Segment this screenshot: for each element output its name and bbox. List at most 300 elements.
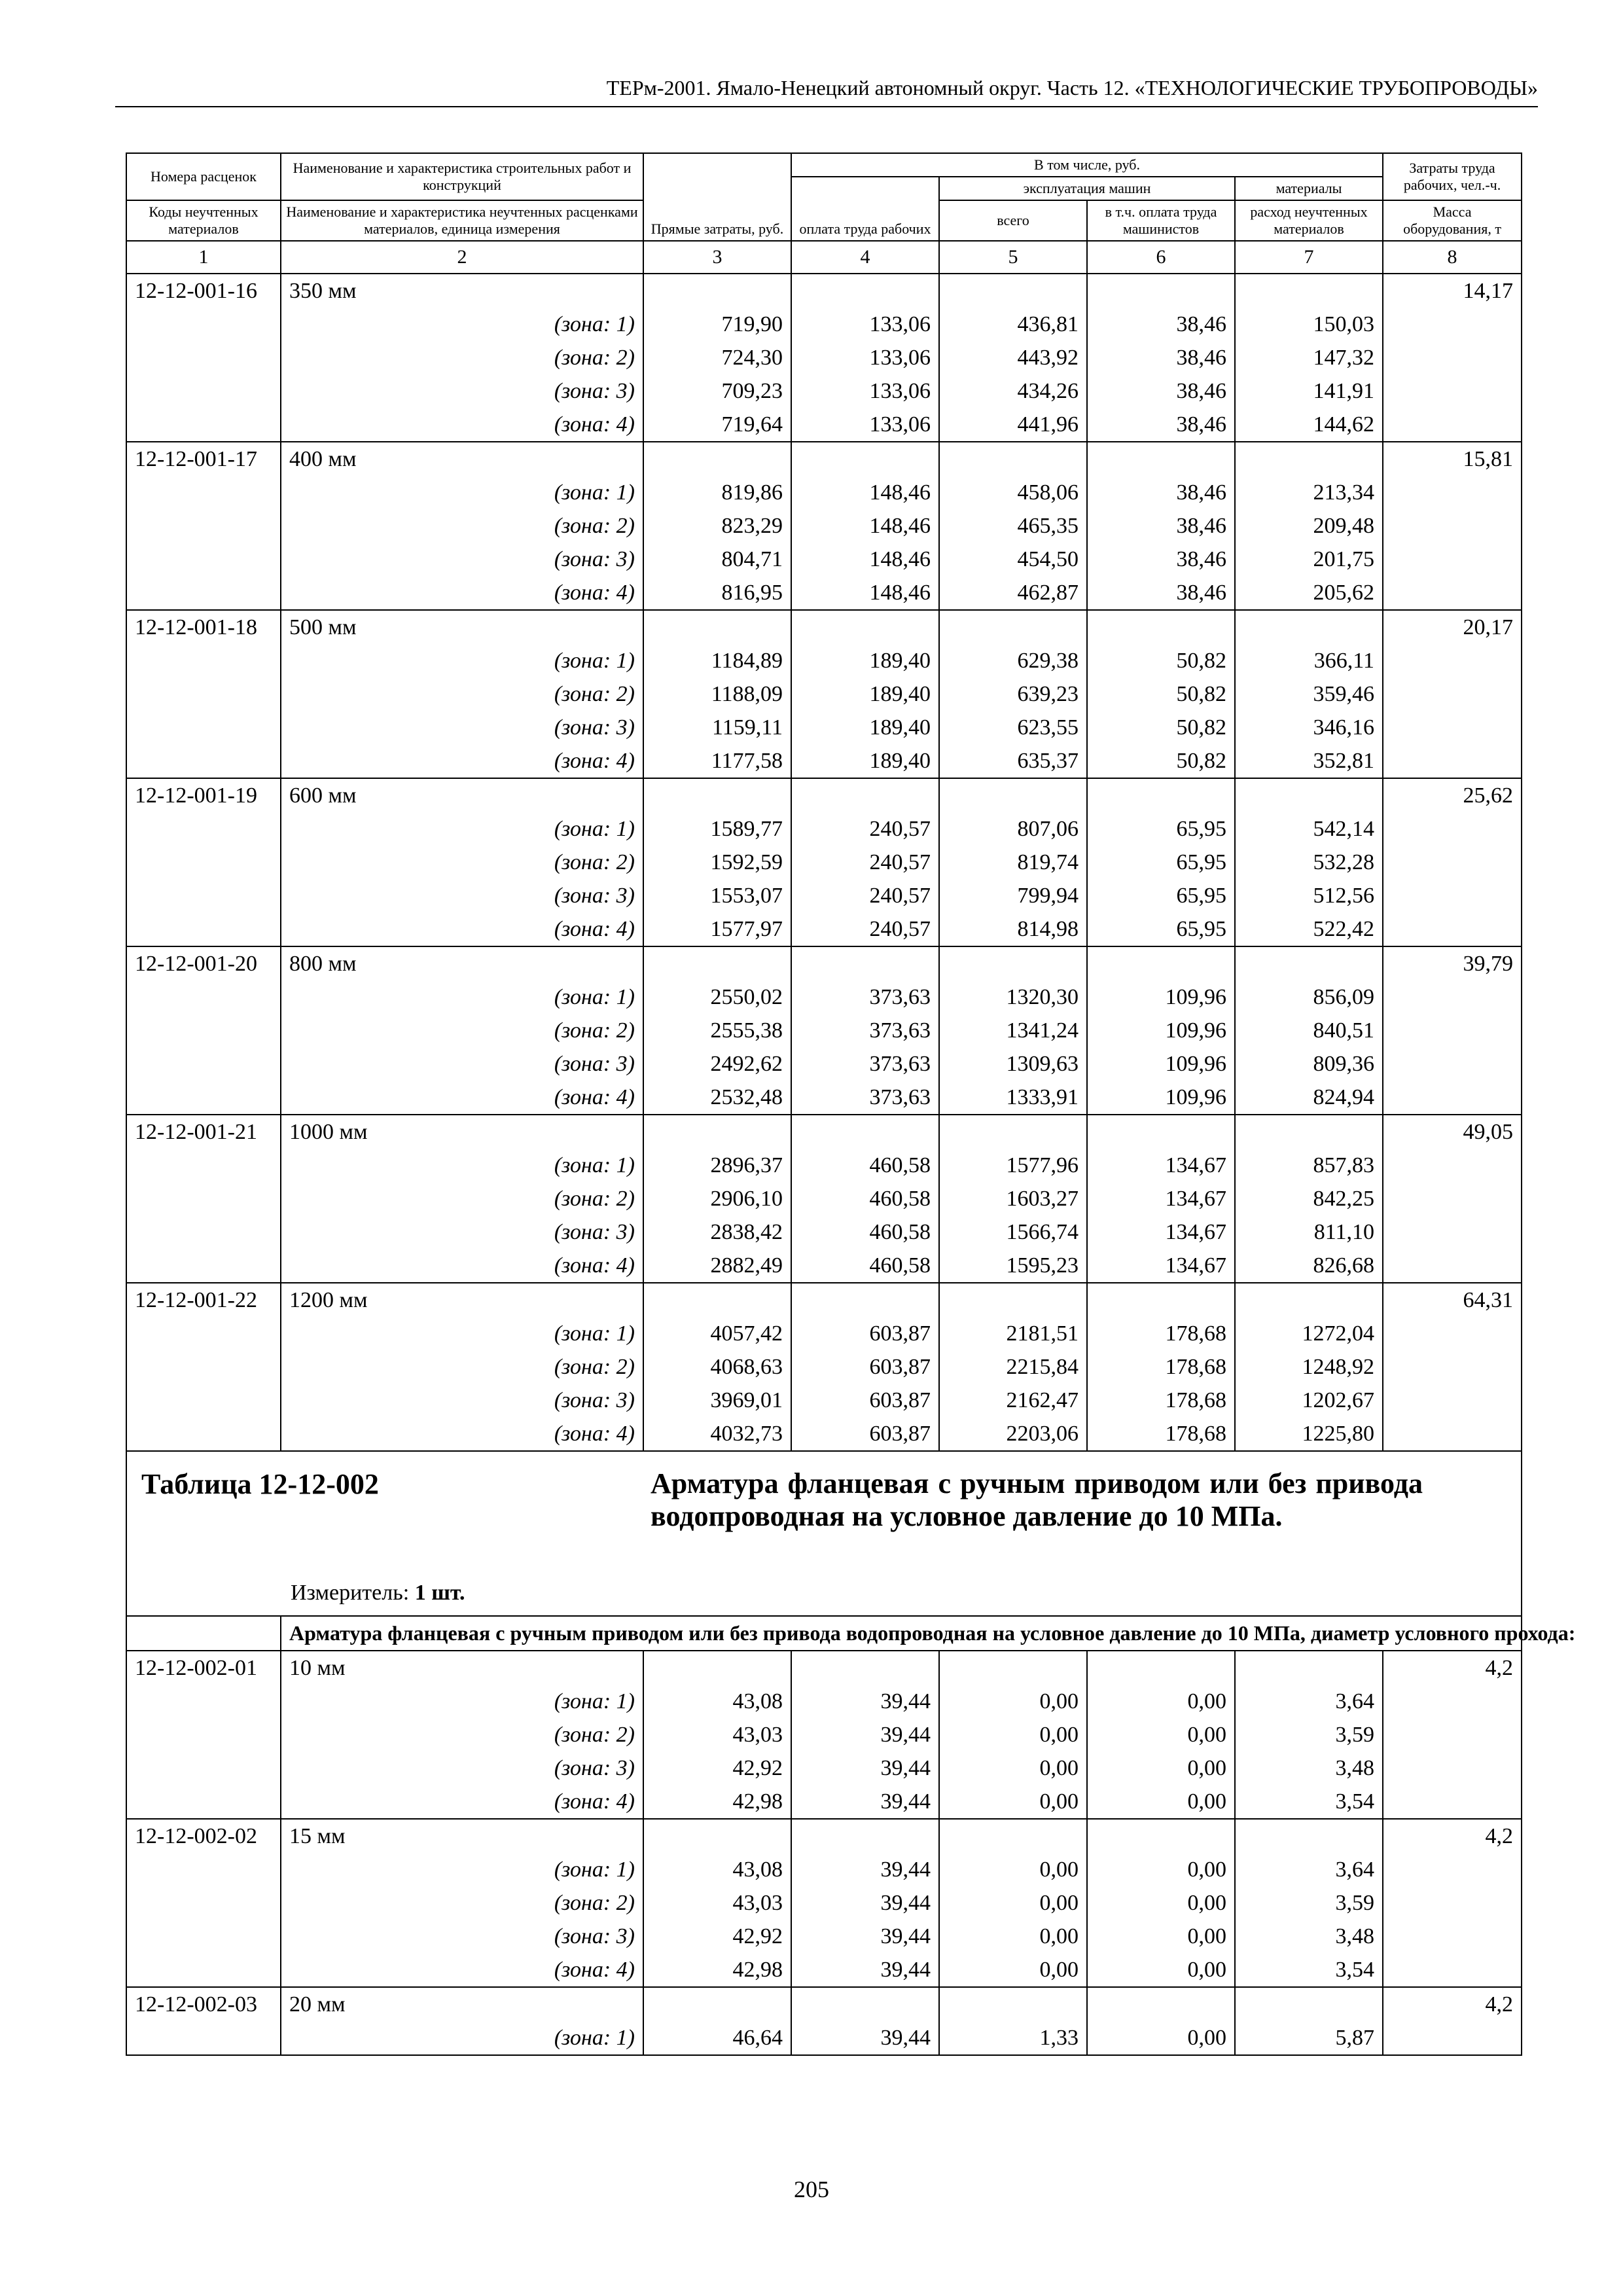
materials-cost: 352,81 [1235, 744, 1383, 778]
rate-code: 12-12-001-20 [126, 946, 281, 980]
empty-cell [126, 1182, 281, 1215]
rate-code: 12-12-001-16 [126, 274, 281, 308]
zone-label: (зона: 2) [281, 1182, 643, 1215]
empty-cell [1235, 1115, 1383, 1149]
zone-label: (зона: 1) [281, 1685, 643, 1718]
rate-name: 10 мм [281, 1651, 643, 1685]
labor-pay: 189,40 [791, 677, 939, 711]
column-number: 8 [1383, 241, 1522, 274]
materials-cost: 522,42 [1235, 912, 1383, 946]
materials-cost: 3,48 [1235, 1920, 1383, 1953]
materials-cost: 826,68 [1235, 1249, 1383, 1283]
machinist-pay: 38,46 [1087, 576, 1235, 610]
materials-cost: 532,28 [1235, 846, 1383, 879]
empty-cell [939, 1819, 1087, 1853]
zone-row [126, 476, 1522, 509]
zone-row [126, 1249, 1522, 1283]
empty-cell [1087, 1115, 1235, 1149]
machinist-pay: 65,95 [1087, 879, 1235, 912]
rate-name: 1000 мм [281, 1115, 643, 1149]
empty-cell [126, 1215, 281, 1249]
machinist-pay: 109,96 [1087, 1014, 1235, 1047]
zone-label: (зона: 2) [281, 1014, 643, 1047]
empty-cell [1235, 1987, 1383, 2021]
col-name-header: Наименование и характеристика строительных работ и конструкций [281, 153, 643, 200]
materials-cost: 1225,80 [1235, 1417, 1383, 1451]
empty-cell [1235, 610, 1383, 644]
zone-row [126, 677, 1522, 711]
zone-row [126, 374, 1522, 408]
empty-cell [1383, 1886, 1522, 1920]
machinist-pay: 109,96 [1087, 1047, 1235, 1081]
direct-cost: 42,92 [643, 1920, 791, 1953]
col-mat-usage-header: расход неучтенных материалов [1235, 200, 1383, 241]
empty-cell [643, 1115, 791, 1149]
materials-cost: 3,59 [1235, 1886, 1383, 1920]
section-unit [291, 1576, 465, 1609]
machine-total: 1333,91 [939, 1081, 1087, 1115]
zone-row [126, 980, 1522, 1014]
materials-cost: 209,48 [1235, 509, 1383, 543]
column-numbers-row [126, 241, 1522, 274]
empty-cell [1383, 1081, 1522, 1115]
zone-label: (зона: 3) [281, 1215, 643, 1249]
labor-pay: 373,63 [791, 1047, 939, 1081]
materials-cost: 857,83 [1235, 1149, 1383, 1182]
empty-cell [791, 274, 939, 308]
empty-cell [126, 408, 281, 442]
zone-label: (зона: 1) [281, 2021, 643, 2055]
materials-cost: 3,54 [1235, 1953, 1383, 1987]
empty-cell [1383, 576, 1522, 610]
empty-cell [126, 1384, 281, 1417]
machine-total: 0,00 [939, 1751, 1087, 1785]
machine-total: 0,00 [939, 1853, 1087, 1886]
empty-cell [1383, 2021, 1522, 2055]
materials-cost: 3,64 [1235, 1685, 1383, 1718]
rate-code: 12-12-001-17 [126, 442, 281, 476]
empty-cell [643, 946, 791, 980]
rates-table [126, 152, 1576, 2056]
col-mass-header: Масса оборудования, т [1383, 200, 1522, 241]
direct-cost: 1188,09 [643, 677, 791, 711]
machine-total: 1341,24 [939, 1014, 1087, 1047]
empty-cell [1235, 442, 1383, 476]
empty-cell [126, 341, 281, 374]
direct-cost: 804,71 [643, 543, 791, 576]
empty-cell [1383, 1785, 1522, 1819]
machine-total: 1309,63 [939, 1047, 1087, 1081]
labor-pay: 373,63 [791, 980, 939, 1014]
labor-pay: 39,44 [791, 1853, 939, 1886]
rate-code: 12-12-001-21 [126, 1115, 281, 1149]
labor-hours: 64,31 [1383, 1283, 1522, 1317]
direct-cost: 42,98 [643, 1953, 791, 1987]
machinist-pay: 0,00 [1087, 1718, 1235, 1751]
machine-total: 458,06 [939, 476, 1087, 509]
zone-label: (зона: 1) [281, 308, 643, 341]
empty-cell [126, 744, 281, 778]
rate-name: 20 мм [281, 1987, 643, 2021]
materials-cost: 840,51 [1235, 1014, 1383, 1047]
machine-total: 0,00 [939, 1718, 1087, 1751]
machine-total: 0,00 [939, 1685, 1087, 1718]
empty-cell [1383, 711, 1522, 744]
direct-cost: 1159,11 [643, 711, 791, 744]
direct-cost: 2532,48 [643, 1081, 791, 1115]
materials-cost: 3,54 [1235, 1785, 1383, 1819]
empty-cell [1383, 812, 1522, 846]
rate-row [126, 274, 1522, 308]
zone-label: (зона: 1) [281, 1853, 643, 1886]
empty-cell [126, 879, 281, 912]
empty-cell [1383, 1718, 1522, 1751]
zone-label: (зона: 2) [281, 1886, 643, 1920]
machine-total: 1577,96 [939, 1149, 1087, 1182]
zone-label: (зона: 3) [281, 543, 643, 576]
machinist-pay: 178,68 [1087, 1384, 1235, 1417]
empty-cell [126, 644, 281, 677]
empty-cell [1383, 879, 1522, 912]
machine-total: 0,00 [939, 1886, 1087, 1920]
zone-row [126, 1953, 1522, 1987]
empty-cell [126, 1047, 281, 1081]
empty-cell [126, 1886, 281, 1920]
unit-value: 1 шт. [414, 1581, 465, 1605]
labor-hours: 4,2 [1383, 1819, 1522, 1853]
machine-total: 807,06 [939, 812, 1087, 846]
rate-name: 500 мм [281, 610, 643, 644]
empty-cell [126, 308, 281, 341]
materials-cost: 811,10 [1235, 1215, 1383, 1249]
materials-cost: 856,09 [1235, 980, 1383, 1014]
empty-cell [1383, 1215, 1522, 1249]
col-labor-header: оплата труда рабочих [791, 177, 939, 241]
empty-cell [1383, 509, 1522, 543]
page-number: 205 [794, 2176, 829, 2202]
direct-cost: 823,29 [643, 509, 791, 543]
direct-cost: 46,64 [643, 2021, 791, 2055]
materials-cost: 809,36 [1235, 1047, 1383, 1081]
empty-cell [643, 1651, 791, 1685]
zone-label: (зона: 3) [281, 374, 643, 408]
zone-row [126, 1350, 1522, 1384]
machinist-pay: 50,82 [1087, 711, 1235, 744]
zone-label: (зона: 1) [281, 1317, 643, 1350]
zone-row [126, 509, 1522, 543]
machinist-pay: 0,00 [1087, 2021, 1235, 2055]
labor-pay: 460,58 [791, 1249, 939, 1283]
direct-cost: 42,98 [643, 1785, 791, 1819]
column-number: 4 [791, 241, 939, 274]
empty-cell [126, 1751, 281, 1785]
empty-cell [939, 778, 1087, 812]
empty-cell [126, 812, 281, 846]
zone-label: (зона: 4) [281, 408, 643, 442]
empty-cell [126, 1920, 281, 1953]
empty-cell [1383, 1249, 1522, 1283]
empty-cell [643, 274, 791, 308]
section-cell [126, 1451, 1522, 1616]
zone-row [126, 912, 1522, 946]
zone-label: (зона: 2) [281, 1350, 643, 1384]
zone-label: (зона: 4) [281, 1417, 643, 1451]
empty-cell [939, 274, 1087, 308]
empty-cell [1383, 1384, 1522, 1417]
machinist-pay: 65,95 [1087, 846, 1235, 879]
machine-total: 1595,23 [939, 1249, 1087, 1283]
zone-label: (зона: 3) [281, 1920, 643, 1953]
empty-cell [1383, 408, 1522, 442]
empty-cell [1383, 980, 1522, 1014]
empty-cell [1235, 1651, 1383, 1685]
empty-cell [791, 946, 939, 980]
machinist-pay: 0,00 [1087, 1920, 1235, 1953]
machine-total: 819,74 [939, 846, 1087, 879]
empty-cell [939, 1987, 1087, 2021]
direct-cost: 2838,42 [643, 1215, 791, 1249]
empty-cell [1383, 374, 1522, 408]
zone-row [126, 1384, 1522, 1417]
rate-row [126, 610, 1522, 644]
materials-cost: 3,48 [1235, 1751, 1383, 1785]
zone-row [126, 711, 1522, 744]
machinist-pay: 178,68 [1087, 1317, 1235, 1350]
empty-cell [791, 1115, 939, 1149]
section-title: Таблица 12-12-002 [141, 1468, 379, 1500]
rate-code: 12-12-001-19 [126, 778, 281, 812]
empty-cell [1383, 1317, 1522, 1350]
materials-cost: 512,56 [1235, 879, 1383, 912]
materials-cost: 147,32 [1235, 341, 1383, 374]
empty-cell [126, 980, 281, 1014]
machine-total: 1566,74 [939, 1215, 1087, 1249]
labor-pay: 189,40 [791, 644, 939, 677]
machine-total: 814,98 [939, 912, 1087, 946]
empty-cell [126, 677, 281, 711]
materials-cost: 842,25 [1235, 1182, 1383, 1215]
zone-label: (зона: 1) [281, 980, 643, 1014]
direct-cost: 43,03 [643, 1886, 791, 1920]
machine-total: 1,33 [939, 2021, 1087, 2055]
materials-cost: 213,34 [1235, 476, 1383, 509]
machinist-pay: 0,00 [1087, 1751, 1235, 1785]
zone-label: (зона: 2) [281, 1718, 643, 1751]
zone-row [126, 1317, 1522, 1350]
labor-hours: 4,2 [1383, 1987, 1522, 2021]
zone-label: (зона: 2) [281, 341, 643, 374]
column-number: 3 [643, 241, 791, 274]
table-section-header [126, 1451, 1522, 1616]
direct-cost: 2555,38 [643, 1014, 791, 1047]
machinist-pay: 0,00 [1087, 1685, 1235, 1718]
machinist-pay: 134,67 [1087, 1182, 1235, 1215]
direct-cost: 1177,58 [643, 744, 791, 778]
zone-label: (зона: 3) [281, 711, 643, 744]
machinist-pay: 65,95 [1087, 912, 1235, 946]
labor-pay: 373,63 [791, 1081, 939, 1115]
direct-cost: 3969,01 [643, 1384, 791, 1417]
direct-cost: 1553,07 [643, 879, 791, 912]
empty-cell [126, 1853, 281, 1886]
machinist-pay: 0,00 [1087, 1785, 1235, 1819]
labor-pay: 39,44 [791, 2021, 939, 2055]
zone-label: (зона: 4) [281, 576, 643, 610]
zone-row [126, 1014, 1522, 1047]
labor-pay: 133,06 [791, 308, 939, 341]
zone-row [126, 1215, 1522, 1249]
column-number: 5 [939, 241, 1087, 274]
machinist-pay: 0,00 [1087, 1953, 1235, 1987]
empty-cell [1383, 644, 1522, 677]
empty-cell [939, 610, 1087, 644]
labor-pay: 39,44 [791, 1718, 939, 1751]
machinist-pay: 38,46 [1087, 374, 1235, 408]
zone-label: (зона: 4) [281, 912, 643, 946]
empty-cell [1383, 1853, 1522, 1886]
materials-cost: 1248,92 [1235, 1350, 1383, 1384]
direct-cost: 4057,42 [643, 1317, 791, 1350]
zone-row [126, 1853, 1522, 1886]
zone-label: (зона: 3) [281, 1047, 643, 1081]
empty-cell [1383, 1350, 1522, 1384]
zone-label: (зона: 4) [281, 744, 643, 778]
rate-row [126, 1819, 1522, 1853]
rate-name: 350 мм [281, 274, 643, 308]
zone-row [126, 1081, 1522, 1115]
machine-total: 465,35 [939, 509, 1087, 543]
empty-cell [791, 1651, 939, 1685]
empty-cell [1383, 1920, 1522, 1953]
empty-cell [643, 1987, 791, 2021]
zone-row [126, 1685, 1522, 1718]
empty-cell [939, 1283, 1087, 1317]
labor-hours: 39,79 [1383, 946, 1522, 980]
col-code2-header: Коды неучтенных материалов [126, 200, 281, 241]
empty-cell [1087, 442, 1235, 476]
empty-cell [1235, 1283, 1383, 1317]
direct-cost: 43,03 [643, 1718, 791, 1751]
column-number: 7 [1235, 241, 1383, 274]
machine-total: 454,50 [939, 543, 1087, 576]
rate-code: 12-12-002-01 [126, 1651, 281, 1685]
labor-pay: 603,87 [791, 1350, 939, 1384]
machinist-pay: 38,46 [1087, 341, 1235, 374]
zone-row [126, 408, 1522, 442]
machine-total: 434,26 [939, 374, 1087, 408]
empty-cell [126, 1785, 281, 1819]
col-code-header: Номера расценок [126, 153, 281, 200]
zone-row [126, 1417, 1522, 1451]
zone-label: (зона: 4) [281, 1249, 643, 1283]
zone-row [126, 1920, 1522, 1953]
col-incl-header: В том числе, руб. [791, 153, 1383, 177]
labor-pay: 189,40 [791, 744, 939, 778]
labor-pay: 603,87 [791, 1317, 939, 1350]
labor-hours: 15,81 [1383, 442, 1522, 476]
table-header-row-1 [126, 153, 1522, 177]
zone-label: (зона: 3) [281, 879, 643, 912]
empty-cell [1383, 846, 1522, 879]
rate-name: 1200 мм [281, 1283, 643, 1317]
empty-cell [1235, 946, 1383, 980]
materials-cost: 359,46 [1235, 677, 1383, 711]
materials-cost: 346,16 [1235, 711, 1383, 744]
empty-cell [126, 1081, 281, 1115]
labor-pay: 240,57 [791, 912, 939, 946]
zone-row [126, 1182, 1522, 1215]
machine-total: 799,94 [939, 879, 1087, 912]
machine-total: 443,92 [939, 341, 1087, 374]
empty-cell [643, 610, 791, 644]
empty-cell [1087, 1987, 1235, 2021]
machinist-pay: 50,82 [1087, 644, 1235, 677]
machine-total: 0,00 [939, 1920, 1087, 1953]
machine-total: 2162,47 [939, 1384, 1087, 1417]
direct-cost: 1184,89 [643, 644, 791, 677]
machinist-pay: 109,96 [1087, 980, 1235, 1014]
empty-cell [1383, 744, 1522, 778]
zone-row [126, 1785, 1522, 1819]
labor-hours: 14,17 [1383, 274, 1522, 308]
col-direct-header: Прямые затраты, руб. [643, 153, 791, 241]
rate-code: 12-12-001-18 [126, 610, 281, 644]
labor-pay: 240,57 [791, 812, 939, 846]
empty-cell [126, 711, 281, 744]
machinist-pay: 134,67 [1087, 1249, 1235, 1283]
machinist-pay: 38,46 [1087, 509, 1235, 543]
empty-cell [126, 1014, 281, 1047]
labor-pay: 39,44 [791, 1953, 939, 1987]
machinist-pay: 134,67 [1087, 1215, 1235, 1249]
direct-cost: 719,90 [643, 308, 791, 341]
labor-pay: 133,06 [791, 374, 939, 408]
empty-cell [126, 1417, 281, 1451]
empty-cell [126, 1350, 281, 1384]
direct-cost: 709,23 [643, 374, 791, 408]
zone-row [126, 1149, 1522, 1182]
empty-cell [939, 946, 1087, 980]
empty-cell [1383, 912, 1522, 946]
empty-cell [126, 846, 281, 879]
machinist-pay: 109,96 [1087, 1081, 1235, 1115]
empty-cell [1087, 778, 1235, 812]
col-materials-header: материалы [1235, 177, 1383, 200]
empty-cell [791, 1987, 939, 2021]
machinist-pay: 178,68 [1087, 1350, 1235, 1384]
rate-code: 12-12-001-22 [126, 1283, 281, 1317]
empty-cell [126, 1685, 281, 1718]
col-machines-header: эксплуатация машин [939, 177, 1235, 200]
machinist-pay: 134,67 [1087, 1149, 1235, 1182]
empty-cell [126, 1249, 281, 1283]
materials-cost: 205,62 [1235, 576, 1383, 610]
machinist-pay: 38,46 [1087, 476, 1235, 509]
labor-pay: 603,87 [791, 1384, 939, 1417]
labor-pay: 39,44 [791, 1886, 939, 1920]
empty-cell [1235, 778, 1383, 812]
rate-row [126, 946, 1522, 980]
materials-cost: 144,62 [1235, 408, 1383, 442]
machinist-pay: 178,68 [1087, 1417, 1235, 1451]
column-number: 2 [281, 241, 643, 274]
empty-cell [126, 1616, 281, 1651]
zone-row [126, 308, 1522, 341]
direct-cost: 2896,37 [643, 1149, 791, 1182]
labor-pay: 133,06 [791, 408, 939, 442]
direct-cost: 2550,02 [643, 980, 791, 1014]
direct-cost: 43,08 [643, 1685, 791, 1718]
